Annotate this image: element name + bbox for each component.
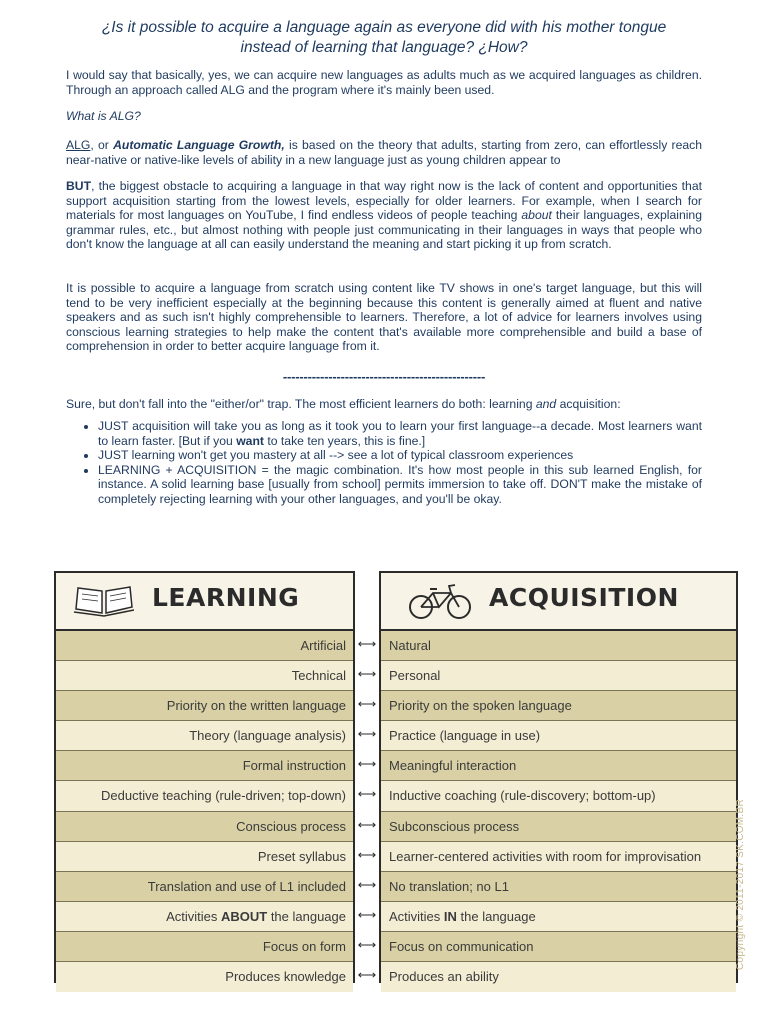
alg-definition-paragraph <box>66 138 702 167</box>
learning-row: Formal instruction <box>56 751 353 781</box>
alg-rest: is based on the theory that adults, starting from zero, can effortlessly reach near-native or native-like levels of ability in a new language just as young children appear to <box>66 138 703 167</box>
intro-paragraph <box>66 68 702 97</box>
acquisition-row: Subconscious process <box>381 812 736 842</box>
book-icon <box>72 585 136 619</box>
intro-text: I would say that basically, yes, we can acquire new languages as adults much as we acquired languages as children. Through an approach called ALG and the program where it's mainly been used. <box>66 68 702 97</box>
double-arrow-icon: ⟷ <box>357 756 377 772</box>
bullet-1-before: JUST acquisition will take you as long as it took you to learn your first language--a decade. Most learners want to learn faster. [But if you <box>98 419 702 448</box>
alg-full-name: Automatic Language Growth, <box>113 138 285 152</box>
learning-title: LEARNING <box>152 583 300 612</box>
bicycle-icon <box>407 581 473 621</box>
learning-row: Priority on the written language <box>56 691 353 721</box>
learning-row: Produces knowledge <box>56 962 353 992</box>
double-arrow-icon: ⟷ <box>357 726 377 742</box>
acquisition-row: Priority on the spoken language <box>381 691 736 721</box>
scratch-text: It is possible to acquire a language from scratch using content like TV shows in one's target language, but this will tend to be very inefficient especially at the beginning because this content is generally aimed at fluent and native speakers and as such isn't highly comprehensible to learners. Therefore, a lot of advice for learners involves using conscious learning strategies to help make the content that's available more comprehensible and build a base of comprehension in order to better acquire language from it. <box>66 281 702 354</box>
learning-panel <box>54 571 355 983</box>
sure-paragraph <box>66 397 702 412</box>
acquisition-panel <box>379 571 738 983</box>
but-lead: BUT <box>66 179 92 193</box>
double-arrow-icon: ⟷ <box>357 876 377 892</box>
sure-after: acquisition: <box>556 397 621 411</box>
but-after: their languages, explaining grammar rules, etc., but almost nothing with people just communicating in their languages in ways that people who don't know the language at all can easily understand the meaning and start picking it up from scratch. <box>66 208 702 252</box>
alg-question <box>66 109 702 124</box>
double-arrow-icon: ⟷ <box>357 786 377 802</box>
list-item: • LEARNING + ACQUISITION = the magic combination. It's how most people in this sub learned English, for instance. A solid learning base [usually from school] permits immersion to take off. DON'T make the mistake of completely rejecting learning with your other languages, and you'll be okay. <box>98 463 702 507</box>
acquisition-row: Practice (language in use) <box>381 721 736 751</box>
dashed-separator: ------------------------------------------------- <box>282 369 486 384</box>
copyright-notice: Copyright © 2011-2017 SK.COM.BR <box>735 799 746 970</box>
acquisition-header <box>381 573 736 631</box>
learning-row: Focus on form <box>56 932 353 962</box>
double-arrow-icon: ⟷ <box>357 967 377 983</box>
title-line-2: instead of learning that language? ¿How? <box>240 39 528 56</box>
acquisition-row: Activities IN the language <box>381 902 736 932</box>
list-item: • JUST learning won't get you mastery at all --> see a lot of typical classroom experiences <box>98 448 702 463</box>
acquisition-row: Inductive coaching (rule-discovery; bottom-up) <box>381 781 736 811</box>
obstacle-paragraph <box>66 179 702 252</box>
acquisition-row: Learner-centered activities with room for improvisation <box>381 842 736 872</box>
arrow-column <box>355 629 379 990</box>
learning-row: Translation and use of L1 included <box>56 872 353 902</box>
title-line-1: ¿Is it possible to acquire a language again as everyone did with his mother tongue <box>101 19 667 36</box>
sure-before: Sure, but don't fall into the "either/or" trap. The most efficient learners do both: learning <box>66 397 536 411</box>
sure-emph: and <box>535 397 557 411</box>
learning-header <box>56 573 353 631</box>
learning-row: Artificial <box>56 631 353 661</box>
double-arrow-icon: ⟷ <box>357 906 377 922</box>
learning-rows <box>56 631 353 992</box>
double-arrow-icon: ⟷ <box>357 636 377 651</box>
acquisition-row: Natural <box>381 631 736 661</box>
acquisition-row: No translation; no L1 <box>381 872 736 902</box>
learning-row: Technical <box>56 661 353 691</box>
advice-list <box>66 419 702 507</box>
page-title <box>60 18 708 58</box>
double-arrow-icon: ⟷ <box>357 816 377 832</box>
alg-question-text: What is ALG? <box>66 109 141 123</box>
double-arrow-icon: ⟷ <box>357 936 377 952</box>
alg-abbr: ALG <box>66 138 91 152</box>
double-arrow-icon: ⟷ <box>357 846 377 862</box>
acquisition-rows <box>381 631 736 992</box>
bullet-1-strong: want <box>236 433 264 448</box>
learning-row: Theory (language analysis) <box>56 721 353 751</box>
learning-row: Deductive teaching (rule-driven; top-down) <box>56 781 353 811</box>
scratch-paragraph <box>66 281 702 354</box>
but-before: , the biggest obstacle to acquiring a language in that way right now is the lack of content and opportunities that support acquisition starting from the lowest levels, especially for older learners. For example, when I search for materials for most languages on YouTube, I find endless videos of people teaching <box>66 179 702 223</box>
acquisition-row: Produces an ability <box>381 962 736 992</box>
bullet-1-after: to take ten years, this is fine.] <box>263 433 426 448</box>
acquisition-row: Focus on communication <box>381 932 736 962</box>
double-arrow-icon: ⟷ <box>357 666 377 682</box>
learning-row: Conscious process <box>56 812 353 842</box>
acquisition-row: Personal <box>381 661 736 691</box>
acquisition-row: Meaningful interaction <box>381 751 736 781</box>
learning-row: Activities ABOUT the language <box>56 902 353 932</box>
learning-row: Preset syllabus <box>56 842 353 872</box>
double-arrow-icon: ⟷ <box>357 696 377 712</box>
but-emph: about <box>521 208 552 223</box>
alg-sep: , or <box>90 138 114 152</box>
list-item <box>98 419 702 448</box>
acquisition-title: ACQUISITION <box>489 583 679 612</box>
